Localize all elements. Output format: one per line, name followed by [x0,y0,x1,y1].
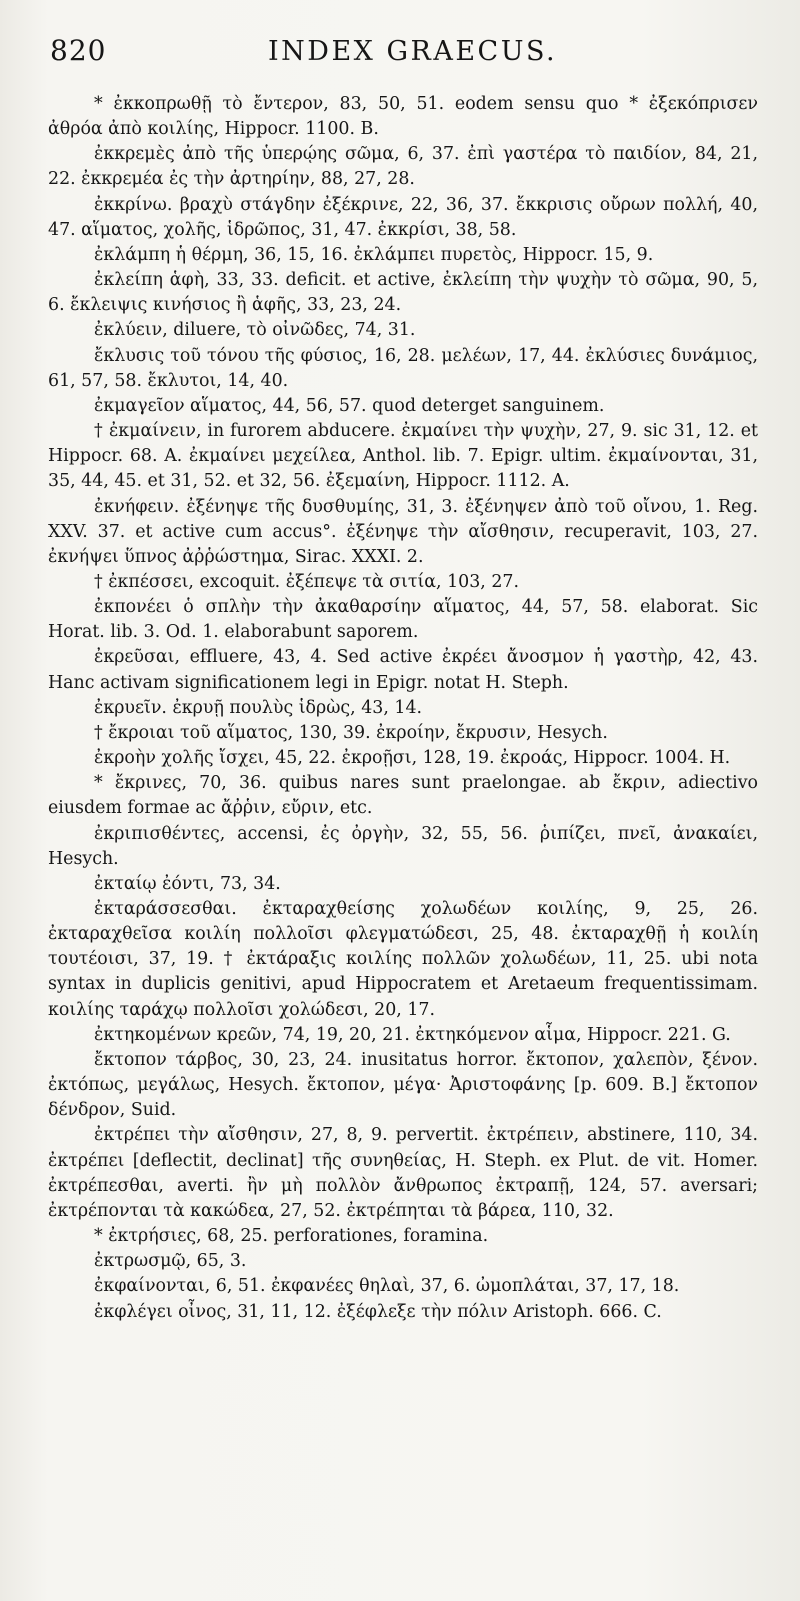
running-head-title: INDEX GRAECUS. [268,36,558,67]
index-entry: ἐκκρεμὲς ἀπὸ τῆς ὑπερῴης σῶμα, 6, 37. ἐπὶ γαστέρα τὸ παιδίον, 84, 21, 22. ἐκκρεμέα ἐς τὴν ἀρτηρίην, 88, 27, 28. [48,144,758,190]
page-number: 820 [50,34,107,67]
index-entry: † ἐκμαίνειν, in furorem abducere. ἐκμαίνει τὴν ψυχὴν, 27, 9. sic 31, 12. et Hippocr. 68. A. ἐκμαίνει μεχείλεα, Anthol. lib. 7. Epigr. ultim. ἐκμαίνονται, 31, 35, 44, 45. et 31, 52. et 32, 56. ἐξεμαίνη, Hippocr. 1112. A. [48,421,758,492]
index-entry: ἐκροὴν χολῆς ἴσχει, 45, 22. ἐκροῇσι, 128, 19. ἐκροάς, Hippocr. 1004. H. [94,748,731,769]
index-entry: ἐκτρέπει τὴν αἴσθησιν, 27, 8, 9. pervertit. ἐκτρέπειν, abstinere, 110, 34. ἐκτρέπει [deflectit, declinat] τῆς συνηθείας, H. Steph. ex Plut. de vit. Homer. ἐκτρέπεσθαι, averti. ἢν μὴ πολλὸν ἄνθρωπος ἐκτραπῇ, 124, 57. aversari; ἐκτρέπονται τὰ κακώδεα, 27, 52. ἐκτρέπηται τὰ βάρεα, 110, 32. [48,1125,758,1221]
index-entries [48,92,758,1325]
index-entry: ἐκκρίνω. βραχὺ στάγδην ἐξέκρινε, 22, 36, 37. ἔκκρισις οὔρων πολλή, 40, 47. αἵματος, χολῆς, ἱδρῶπος, 31, 47. ἐκκρίσι, 38, 58. [48,194,758,240]
index-entry: ἐκλάμπη ἡ θέρμη, 36, 15, 16. ἐκλάμπει πυρετὸς, Hippocr. 15, 9. [94,244,654,265]
index-entry: * ἐκκοπρωθῇ τὸ ἔντερον, 83, 50, 51. eodem sensu quo * ἐξεκόπρισεν ἀθρόα ἀπὸ κοιλίης, Hippocr. 1100. B. [48,94,758,140]
index-entry: ἐκταράσσεσθαι. ἐκταραχθείσης χολωδέων κοιλίης, 9, 25, 26. ἐκταραχθεῖσα κοιλίη πολλοῖσι φλεγματώδεσι, 25, 48. ἐκταραχθῇ ἡ κοιλίη τουτέοισι, 37, 19. † ἐκτάραξις κοιλίης πολλῶν χολωδέων, 11, 25. ubi nota syntax in duplicis genitivi, apud Hippocratem et Aretaeum frequentissimam. κοιλίης ταράχῳ πολλοῖσι χολώδεσι, 20, 17. [48,899,758,1020]
index-entry: ἐκλείπη ἁφὴ, 33, 33. deficit. et active, ἐκλείπη τὴν ψυχὴν τὸ σῶμα, 90, 5, 6. ἔκλειψις κινήσιος ἢ ἁφῆς, 33, 23, 24. [48,270,758,316]
index-entry: ἐκριπισθέντες, accensi, ἐς ὀργὴν, 32, 55, 56. ῥιπίζει, πνεῖ, ἀνακαίει, Hesych. [48,823,758,869]
index-entry: † ἔκροιαι τοῦ αἵματος, 130, 39. ἐκροίην, ἔκρυσιν, Hesych. [94,722,608,743]
page-header [50,34,750,78]
index-entry: * ἐκτρήσιες, 68, 25. perforationes, foramina. [94,1226,489,1247]
index-entry: ἐκλύειν, diluere, τὸ οἰνῶδες, 74, 31. [94,320,416,341]
index-entry: ἔκλυσις τοῦ τόνου τῆς φύσιος, 16, 28. μελέων, 17, 44. ἐκλύσιες δυνάμιος, 61, 57, 58. ἔκλυτοι, 14, 40. [48,345,758,391]
index-entry: ἐκφλέγει οἶνος, 31, 11, 12. ἐξέφλεξε τὴν πόλιν Aristoph. 666. C. [94,1301,662,1322]
index-entry: ἐκφαίνονται, 6, 51. ἐκφανέες θηλαὶ, 37, 6. ὠμοπλάται, 37, 17, 18. [94,1276,680,1297]
index-entry: ἔκτοπον τάρβος, 30, 23, 24. inusitatus horror. ἔκτοπον, χαλεπὸν, ξένον. ἐκτόπως, μεγάλως, Hesych. ἔκτοπον, μέγα· Ἀριστοφάνης [p. 609. B.] ἔκτοπον δένδρον, Suid. [48,1049,758,1121]
index-entry: † ἐκπέσσει, excoquit. ἐξέπεψε τὰ σιτία, 103, 27. [94,571,520,592]
index-entry: ἐκρεῦσαι, effluere, 43, 4. Sed active ἐκρέει ἄνοσμον ἡ γαστὴρ, 42, 43. Hanc activam significationem legi in Epigr. notat H. Steph. [48,647,758,693]
index-entry: ἐκμαγεῖον αἵματος, 44, 56, 57. quod deterget sanguinem. [94,395,605,416]
index-entry: ἐκτρωσμῷ, 65, 3. [94,1251,247,1272]
index-entry: ἐκτηκομένων κρεῶν, 74, 19, 20, 21. ἐκτηκόμενον αἷμα, Hippocr. 221. G. [94,1024,731,1045]
index-entry: ἐκρυεῖν. ἐκρυῇ πουλὺς ἱδρὼς, 43, 14. [94,697,423,718]
index-entry: ἐκπονέει ὁ σπλὴν τὴν ἀκαθαρσίην αἵματος, 44, 57, 58. elaborat. Sic Horat. lib. 3. Od. 1. elaborabunt saporem. [48,597,758,643]
index-entry: ἐκταίῳ ἐόντι, 73, 34. [94,873,281,894]
index-entry: ἐκνήφειν. ἐξένηψε τῆς δυσθυμίης, 31, 3. ἐξένηψεν ἀπὸ τοῦ οἴνου, 1. Reg. XXV. 37. et active cum accus°. ἐξένηψε τὴν αἴσθησιν, recuperavit, 103, 27. ἐκνήψει ὕπνος ἀῤῥώστημα, Sirac. XXXI. 2. [48,496,758,567]
index-entry: * ἔκρινες, 70, 36. quibus nares sunt praelongae. ab ἔκριν, adiectivo eiusdem formae ac ἄῤῥιν, εὔριν, etc. [48,773,758,819]
